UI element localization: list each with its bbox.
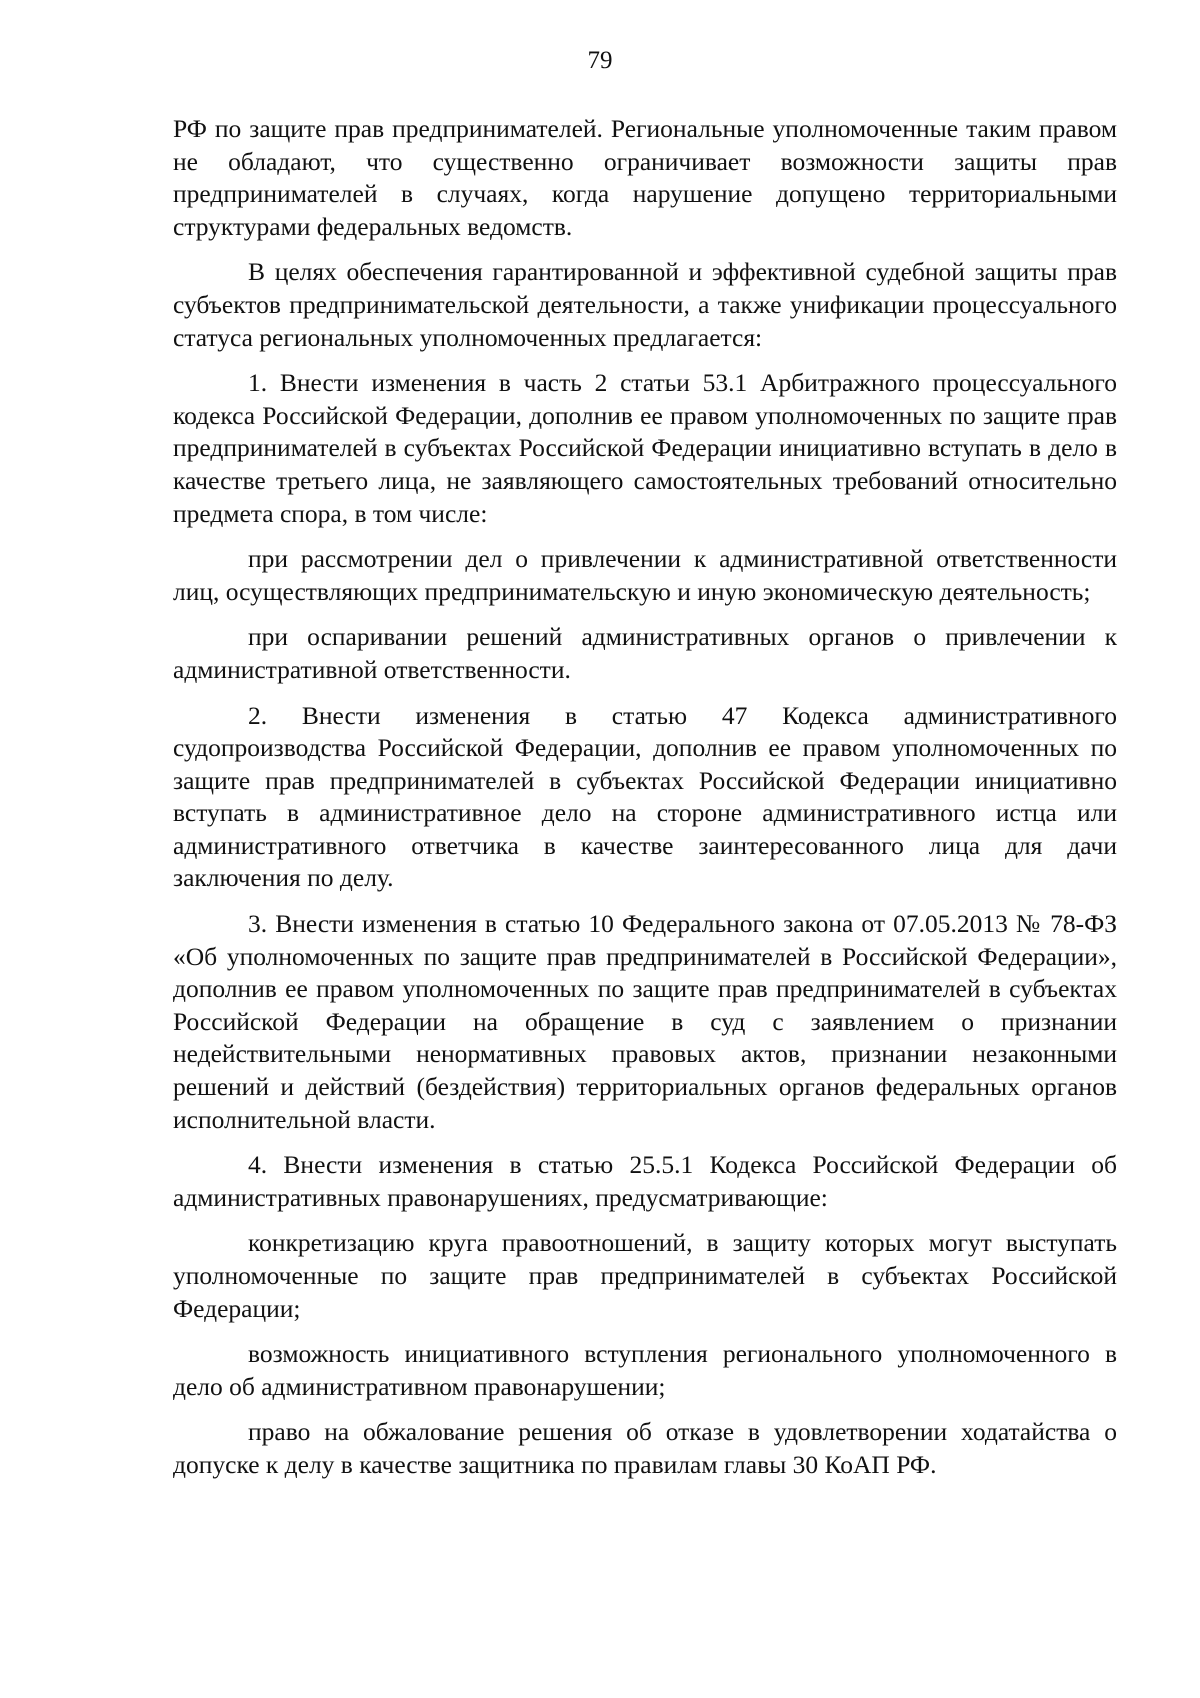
paragraph-item-4: 4. Внести изменения в статью 25.5.1 Кодекса Российской Федерации об административных правонарушениях, предусматривающие: <box>173 1150 1117 1212</box>
paragraph-item-1: 1. Внести изменения в часть 2 статьи 53.1 Арбитражного процессуального кодекса Российской Федерации, дополнив ее правом уполномоченных по защите прав предпринимателей в субъектах Российской Федерации инициативно вступать в дело в качестве третьего лица, не заявляющего самостоятельных требований относительно предмета спора, в том числе: <box>173 368 1117 528</box>
paragraph-intro: В целях обеспечения гарантированной и эффективной судебной защиты прав субъектов предпринимательской деятельности, а также унификации процессуального статуса региональных уполномоченных предлагается: <box>173 257 1117 352</box>
paragraph-continuation: РФ по защите прав предпринимателей. Региональные уполномоченные таким правом не обладают, что существенно ограничивает возможности защиты прав предпринимателей в случаях, когда нарушение допущено территориальными структурами федеральных ведомств. <box>173 114 1117 241</box>
document-body <box>173 113 1117 1482</box>
paragraph-item-1-sub-2: при оспаривании решений административных органов о привлечении к административной ответственности. <box>173 622 1117 684</box>
paragraph-item-1-sub-1: при рассмотрении дел о привлечении к административной ответственности лиц, осуществляющих предпринимательскую и иную экономическую деятельность; <box>173 544 1117 606</box>
paragraph-item-2: 2. Внести изменения в статью 47 Кодекса административного судопроизводства Российской Федерации, дополнив ее правом уполномоченных по защите прав предпринимателей в субъектах Российской Федерации инициативно вступать в административное дело на стороне административного истца или административного ответчика в качестве заинтересованного лица для дачи заключения по делу. <box>173 700 1117 893</box>
page-number: 79 <box>587 47 613 74</box>
paragraph-item-3: 3. Внести изменения в статью 10 Федерального закона от 07.05.2013 № 78-ФЗ «Об уполномоченных по защите прав предпринимателей в Российской Федерации», дополнив ее правом уполномоченных по защите прав предпринимателей в субъектах Российской Федерации на обращение в суд с заявлением о признании недействительными ненормативных правовых актов, признании незаконными решений и действий (бездействия) территориальных органов федеральных органов исполнительной власти. <box>173 909 1117 1134</box>
paragraph-item-4-sub-3: право на обжалование решения об отказе в удовлетворении ходатайства о допуске к делу в качестве защитника по правилам главы 30 КоАП РФ. <box>173 1417 1117 1479</box>
paragraph-item-4-sub-1: конкретизацию круга правоотношений, в защиту которых могут выступать уполномоченные по защите прав предпринимателей в субъектах Российской Федерации; <box>173 1228 1117 1323</box>
paragraph-item-4-sub-2: возможность инициативного вступления регионального уполномоченного в дело об административном правонарушении; <box>173 1339 1117 1401</box>
